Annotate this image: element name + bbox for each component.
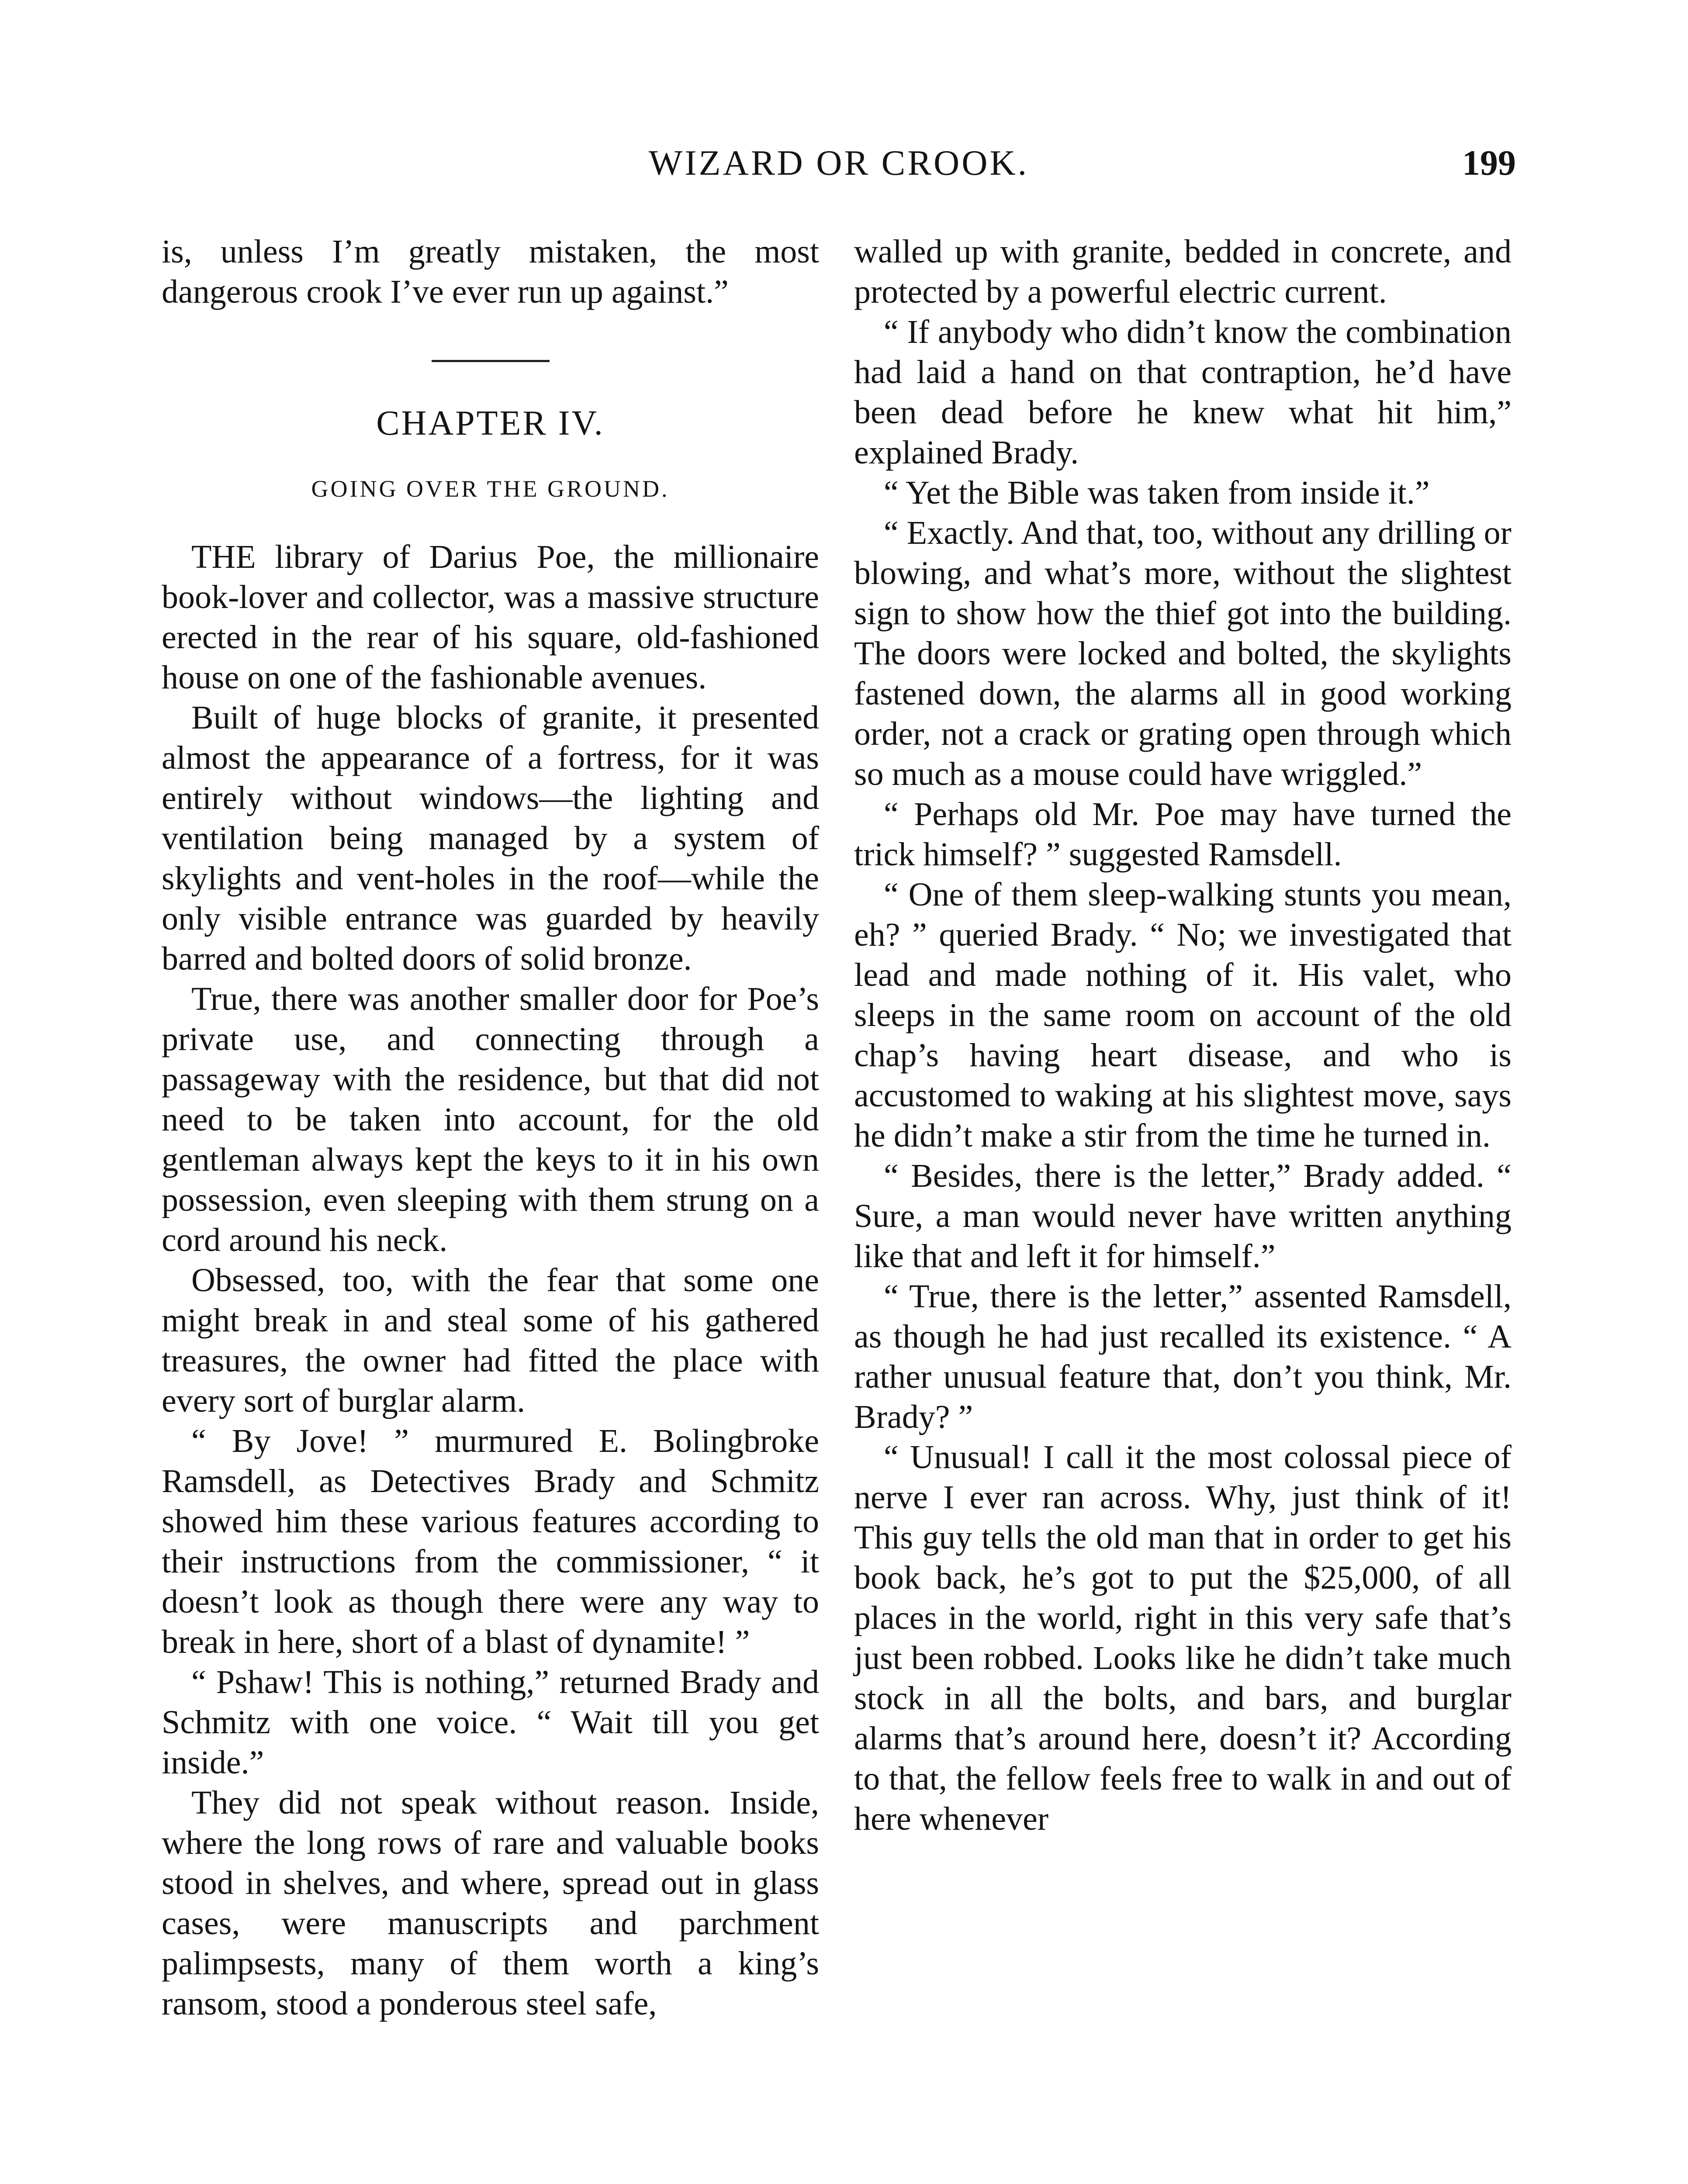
page-header [162,139,1516,191]
paragraph: “ One of them sleep-walking stunts you mean, eh? ” queried Brady. “ No; we investigated that lead and made nothing of it. His valet, who sleeps in the same room on account of the old chap’s having heart disease, and who is accustomed to waking at his slightest move, says he didn’t make a stir from the time he turned in. [854,876,1512,1154]
chapter-title: CHAPTER IV. [376,404,605,442]
paragraph: walled up with granite, bedded in concrete, and protected by a powerful electric current. [854,233,1512,310]
left-column [162,232,819,2024]
page-number: 199 [1462,143,1516,183]
section-divider [432,360,550,362]
paragraph: Built of huge blocks of granite, it presented almost the appearance of a fortress, for it was entirely without windows—the lighting and ventilation being managed by a system of skylights and vent-holes in the roof—while the only visible entrance was guarded by heavily barred and bolted doors of solid bronze. [162,699,819,977]
paragraph: is, unless I’m greatly mistaken, the most dangerous crook I’ve ever run up against.” [162,233,819,310]
paragraph: THE library of Darius Poe, the millionaire book-lover and collector, was a massive structure erected in the rear of his square, old-fashioned house on one of the fashionable avenues. [162,539,819,696]
paragraph: “ Besides, there is the letter,” Brady added. “ Sure, a man would never have written anything like that and left it for himself.” [854,1158,1512,1275]
paragraph: Obsessed, too, with the fear that some one might break in and steal some of his gathered treasures, the owner had fitted the place with every sort of burglar alarm. [162,1262,819,1419]
paragraph: “ If anybody who didn’t know the combination had laid a hand on that contraption, he’d have been dead before he knew what hit him,” explained Brady. [854,314,1512,471]
running-title: WIZARD OR CROOK. [648,143,1029,183]
paragraph: “ By Jove! ” murmured E. Bolingbroke Ramsdell, as Detectives Brady and Schmitz showed him these various features according to their instructions from the commissioner, “ it doesn’t look as though there were any way to break in here, short of a blast of dynamite! ” [162,1423,819,1660]
paragraph: They did not speak without reason. Inside, where the long rows of rare and valuable books stood in shelves, and where, spread out in glass cases, were manuscripts and parchment palimpsests, many of them worth a king’s ransom, stood a ponderous steel safe, [162,1784,819,2022]
paragraph: “ Unusual! I call it the most colossal piece of nerve I ever ran across. Why, just think of it! This guy tells the old man that in order to get his book back, he’s got to put the $25,000, of all places in the world, right in this very safe that’s just been robbed. Looks like he didn’t take much stock in all the bolts, and bars, and burglar alarms that’s around here, doesn’t it? According to that, the fellow feels free to walk in and out of here whenever [854,1439,1512,1837]
paragraph: “ Perhaps old Mr. Poe may have turned the trick himself? ” suggested Ramsdell. [854,796,1512,873]
paragraph: “ Yet the Bible was taken from inside it.” [884,474,1430,511]
paragraph: True, there was another smaller door for Poe’s private use, and connecting through a passageway with the residence, but that did not need to be taken into account, for the old gentleman always kept the keys to it in his own possession, even sleeping with them strung on a cord around his neck. [162,981,819,1258]
paragraph: “ Exactly. And that, too, without any drilling or blowing, and what’s more, without the slightest sign to show how the thief got into the building. The doors were locked and bolted, the skylights fastened down, the alarms all in good working order, not a crack or grating open through which so much as a mouse could have wriggled.” [854,515,1512,792]
right-column [854,232,1512,1839]
paragraph: “ True, there is the letter,” assented Ramsdell, as though he had just recalled its existence. “ A rather unusual feature that, don’t you think, Mr. Brady? ” [854,1278,1512,1435]
paragraph: “ Pshaw! This is nothing,” returned Brady and Schmitz with one voice. “ Wait till you get inside.” [162,1664,819,1781]
chapter-subtitle: GOING OVER THE GROUND. [311,476,670,502]
